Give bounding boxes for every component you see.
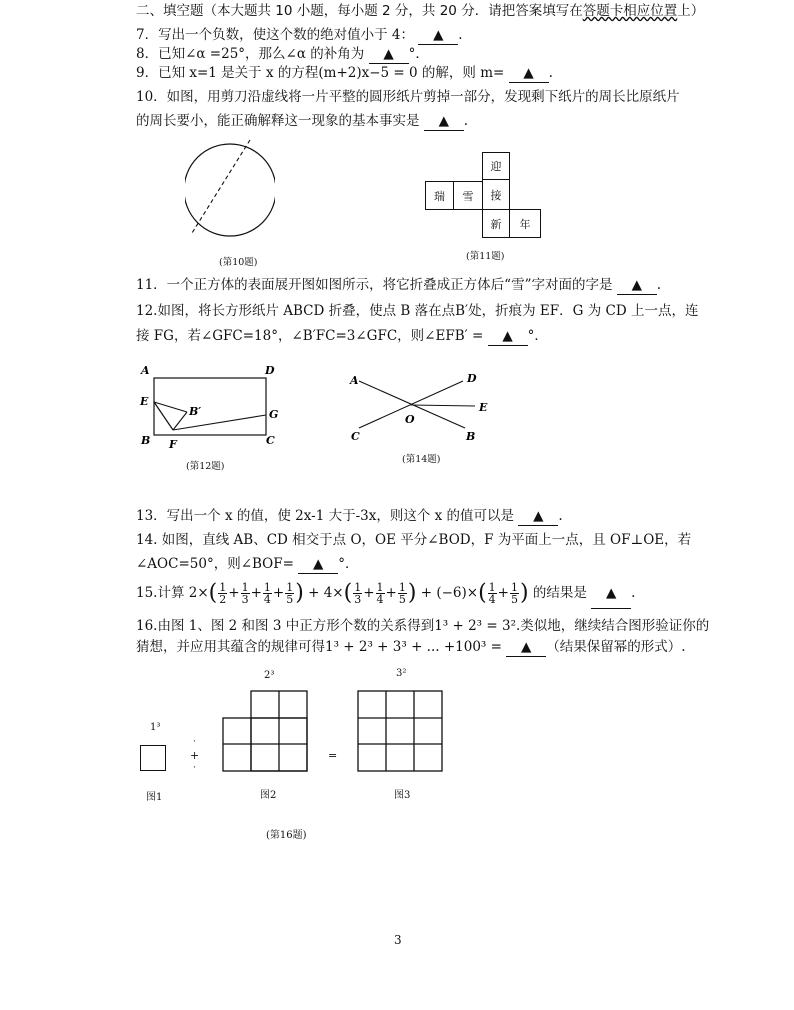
- net-cell-nian: 年: [509, 209, 541, 238]
- fig10-caption: (第10题): [219, 257, 258, 268]
- fraction-denominator: 3: [354, 593, 362, 606]
- q8-end: °．: [408, 46, 429, 62]
- fraction-denominator: 4: [263, 593, 271, 606]
- figure-14: [345, 366, 495, 446]
- q15-group-3: [487, 581, 520, 606]
- fig16-equals: =: [328, 749, 338, 762]
- fraction-denominator: 5: [286, 593, 294, 606]
- fraction-numerator: 1: [488, 581, 496, 594]
- q15-mid-1: + 4×: [308, 585, 344, 601]
- question-13: 13．写出一个 x 的值，使 2x-1 大于-3x，则这个 x 的值可以是 ▲ .: [136, 508, 563, 524]
- label-bprime: B′: [189, 405, 202, 418]
- q9-answer-blank: ▲: [509, 64, 549, 83]
- fig16-label-1: 1³: [150, 722, 161, 733]
- fig16-label-3: 3²: [396, 668, 407, 679]
- net-cell-xin: 新: [482, 209, 510, 238]
- fraction: [376, 582, 385, 605]
- figure-10: [185, 138, 275, 250]
- q16-answer-blank: ▲: [506, 638, 546, 657]
- q16-line-2: [136, 638, 686, 657]
- q7-text: 7．写出一个负数，使这个数的绝对值小于 4：: [136, 27, 414, 43]
- fig16-dot-bottom: ·: [193, 763, 196, 773]
- q15-mid-2: + (−6)×: [420, 585, 479, 601]
- q14-line-1: 14. 如图，直线 AB、CD 相交于点 O，OE 平分∠BOD，F 为平面上一点，且 OF⊥OE，若: [136, 532, 692, 548]
- q12-line-2: [136, 327, 548, 346]
- question-7: 7．写出一个负数，使这个数的绝对值小于 4： ▲ .: [136, 27, 463, 43]
- q8-text: 8．已知∠α =25°，那么∠α 的补角为: [136, 46, 365, 62]
- plus-sign: +: [385, 585, 397, 601]
- label-f: F: [169, 438, 177, 451]
- q12-end: °．: [527, 328, 548, 344]
- grid-2-cubed: [222, 690, 308, 772]
- q10-line-2: 的周长要小，能正确解释这一现象的基本事实是 ▲ .: [136, 113, 469, 129]
- label-o: O: [405, 413, 415, 426]
- q16-text: 猜想，并应用其蕴含的规律可得1³ + 2³ + 3³ + ... +100³ =: [136, 639, 502, 655]
- fig16-caption-1: 图1: [146, 792, 163, 803]
- figure-11: [425, 152, 541, 239]
- fold-edge-bprime-top: [154, 402, 187, 412]
- plus-sign: +: [228, 585, 240, 601]
- label-c: C: [351, 430, 360, 443]
- q10-text: 的周长要小，能正确解释这一现象的基本事实是: [136, 113, 420, 129]
- net-cell-ying: 迎: [482, 152, 510, 180]
- q15-group-1: [217, 581, 295, 606]
- fraction-denominator: 4: [488, 593, 496, 606]
- figure-12: [135, 360, 285, 455]
- fig14-caption: (第14题): [402, 454, 441, 465]
- fraction-denominator: 2: [219, 593, 227, 606]
- fraction-numerator: 1: [241, 581, 249, 594]
- q15-answer-blank: ▲: [591, 578, 631, 609]
- figure-16: [130, 665, 450, 805]
- fraction: [263, 582, 272, 605]
- fraction: [510, 582, 519, 605]
- fold-edge-bprime-f: [173, 412, 187, 430]
- fraction-numerator: 1: [354, 581, 362, 594]
- segment-fg: [173, 415, 266, 430]
- section-title-suffix: 上）: [677, 3, 705, 19]
- plus-sign: +: [497, 585, 509, 601]
- fraction-denominator: 4: [376, 593, 384, 606]
- q16-line-1: 16.由图 1、图 2 和图 3 中正方形个数的关系得到1³ + 2³ = 3².类似地，继续结合图形验证你的: [136, 618, 710, 634]
- q15-group-2: [352, 581, 408, 606]
- q10-answer-blank: ▲: [424, 112, 464, 131]
- fig16-caption-2: 图2: [260, 790, 277, 801]
- plus-sign: +: [363, 585, 375, 601]
- section-header: [136, 2, 704, 20]
- fig16-caption-3: 图3: [394, 790, 411, 801]
- label-e: E: [479, 401, 488, 414]
- q12-answer-blank: ▲: [488, 327, 528, 346]
- ray-oe: [411, 405, 475, 406]
- fraction: [353, 582, 362, 605]
- q14-end: °．: [338, 556, 359, 572]
- q9-text: 9．已知 x=1 是关于 x 的方程(m+2)x−5 = 0 的解，则 m=: [136, 65, 505, 81]
- label-c: C: [266, 434, 275, 447]
- grid-3-squared: [357, 690, 443, 772]
- fig16-caption: (第16题): [266, 830, 307, 841]
- fraction-numerator: 1: [219, 581, 227, 594]
- fraction: [285, 582, 294, 605]
- q8-answer-blank: ▲: [369, 45, 409, 64]
- fraction-numerator: 1: [286, 581, 294, 594]
- q11-answer-blank: ▲: [617, 276, 657, 295]
- q15-suffix: 的结果是: [532, 585, 587, 601]
- section-title-emph: 答题卡相应位置: [582, 3, 678, 19]
- page-number: 3: [394, 933, 402, 947]
- fraction: [488, 582, 497, 605]
- fraction-denominator: 3: [241, 593, 249, 606]
- fraction-numerator: 1: [398, 581, 406, 594]
- fraction: [241, 582, 250, 605]
- fraction-numerator: 1: [263, 581, 271, 594]
- label-a: A: [350, 374, 359, 387]
- label-a: A: [141, 364, 150, 377]
- q12-text: 接 FG，若∠GFC=18°，∠B′FC=3∠GFC，则∠EFB′ =: [136, 328, 484, 344]
- net-cell-rui: 瑞: [425, 181, 454, 210]
- question-11: 11．一个正方体的表面展开图如图所示，将它折叠成正方体后“雪”字对面的字是 ▲ .: [136, 277, 662, 293]
- q14-line-2: [136, 555, 358, 574]
- fraction: [218, 582, 227, 605]
- q7-answer-blank: ▲: [418, 26, 458, 45]
- label-b: B: [141, 434, 151, 447]
- q13-text: 13．写出一个 x 的值，使 2x-1 大于-3x，则这个 x 的值可以是: [136, 508, 515, 524]
- fraction-denominator: 5: [398, 593, 406, 606]
- fig16-dot-top: ·: [193, 737, 196, 747]
- plus-sign: +: [272, 585, 285, 601]
- q14-text: ∠AOC=50°，则∠BOF=: [136, 556, 294, 572]
- net-cell-jie: 接: [482, 179, 510, 210]
- fig16-label-2: 2³: [264, 670, 275, 681]
- fraction-numerator: 1: [510, 581, 518, 594]
- label-g: G: [269, 408, 279, 421]
- fold-edge-e-bprime: [154, 402, 173, 430]
- label-d: D: [265, 364, 275, 377]
- question-15: 15.计算 2×( $\frac{1}{2}$ + $\frac{1}{3}$ + $\frac{1}{4}$ + $\frac{1}{5}$ ) + 4×( $\frac{1}{3}$ + $\frac{1}{4}$ + $\frac{1}{5}$ ) + (−6)×( $\frac{1}{4}$ + $\frac{1}{5}$ ) 的结果是 ▲ .: [136, 578, 635, 609]
- question-8: [136, 45, 429, 64]
- question-9: 9．已知 x=1 是关于 x 的方程(m+2)x−5 = 0 的解，则 m= ▲ .: [136, 65, 553, 81]
- fig12-caption: (第12题): [186, 461, 225, 472]
- section-title-prefix: 二、填空题（本大题共 10 小题，每小题 2 分，共 20 分．请把答案填写在: [136, 3, 583, 19]
- q16-end: （结果保留幂的形式）.: [546, 639, 686, 655]
- q14-answer-blank: ▲: [298, 555, 338, 574]
- label-b: B: [466, 430, 476, 443]
- grid-1x1: [140, 745, 166, 771]
- q11-text: 11．一个正方体的表面展开图如图所示，将它折叠成正方体后“雪”字对面的字是: [136, 277, 613, 293]
- fraction-denominator: 5: [510, 593, 518, 606]
- label-d: D: [467, 372, 477, 385]
- fig16-plus: +: [190, 749, 200, 762]
- q15-prefix: 15.计算 2×: [136, 585, 209, 601]
- net-cell-xue: 雪: [453, 181, 483, 210]
- label-e: E: [140, 395, 149, 408]
- fraction-numerator: 1: [376, 581, 384, 594]
- q13-answer-blank: ▲: [518, 507, 558, 526]
- fraction: [398, 582, 407, 605]
- plus-sign: +: [250, 585, 262, 601]
- paper-circle: [185, 144, 275, 236]
- q10-line-1: 10．如图，用剪刀沿虚线将一片平整的圆形纸片剪掉一部分，发现剩下纸片的周长比原纸片: [136, 89, 680, 105]
- fig11-caption: (第11题): [466, 251, 505, 262]
- q12-line-1: 12.如图，将长方形纸片 ABCD 折叠，使点 B 落在点B′处，折痕为 EF．G 为 CD 上一点，连: [136, 303, 699, 319]
